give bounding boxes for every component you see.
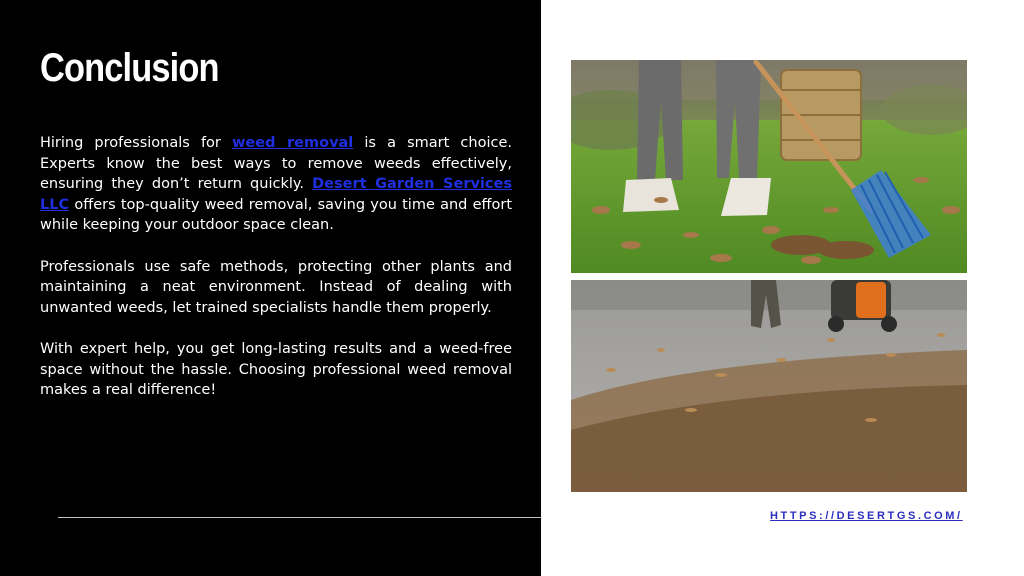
paragraph-1 xyxy=(40,133,512,236)
desert-garden-services-link[interactable]: Desert Garden Services LLC xyxy=(40,176,512,213)
paragraph-3: With expert help, you get long-lasting results and a weed-free space without the hassle. Choosing professional weed removal makes a real difference! xyxy=(40,340,512,399)
weed-removal-link[interactable]: weed removal xyxy=(232,135,354,151)
leaf-blowing-photo xyxy=(571,280,967,492)
paragraph-1-part-3: offers top-quality weed removal, saving you time and effort while keeping your outdoor space clean. xyxy=(40,196,512,234)
leaf-raking-photo xyxy=(571,60,967,273)
footer-divider xyxy=(58,517,541,518)
website-url-link[interactable]: HTTPS://DESERTGS.COM/ xyxy=(770,510,963,522)
paragraph-1-part-1: Hiring professionals for xyxy=(40,135,233,151)
paragraph-1-part-2: is a smart choice. Experts know the best ways to remove weeds effectively, ensuring they don’t return quickly. xyxy=(40,135,512,193)
slide-body xyxy=(40,133,512,421)
paragraph-2: Professionals use safe methods, protecting other plants and maintaining a neat environment. Instead of dealing with unwanted weeds, let trained specialists handle them properly. xyxy=(40,258,512,316)
slide-title: Conclusion xyxy=(40,46,219,90)
